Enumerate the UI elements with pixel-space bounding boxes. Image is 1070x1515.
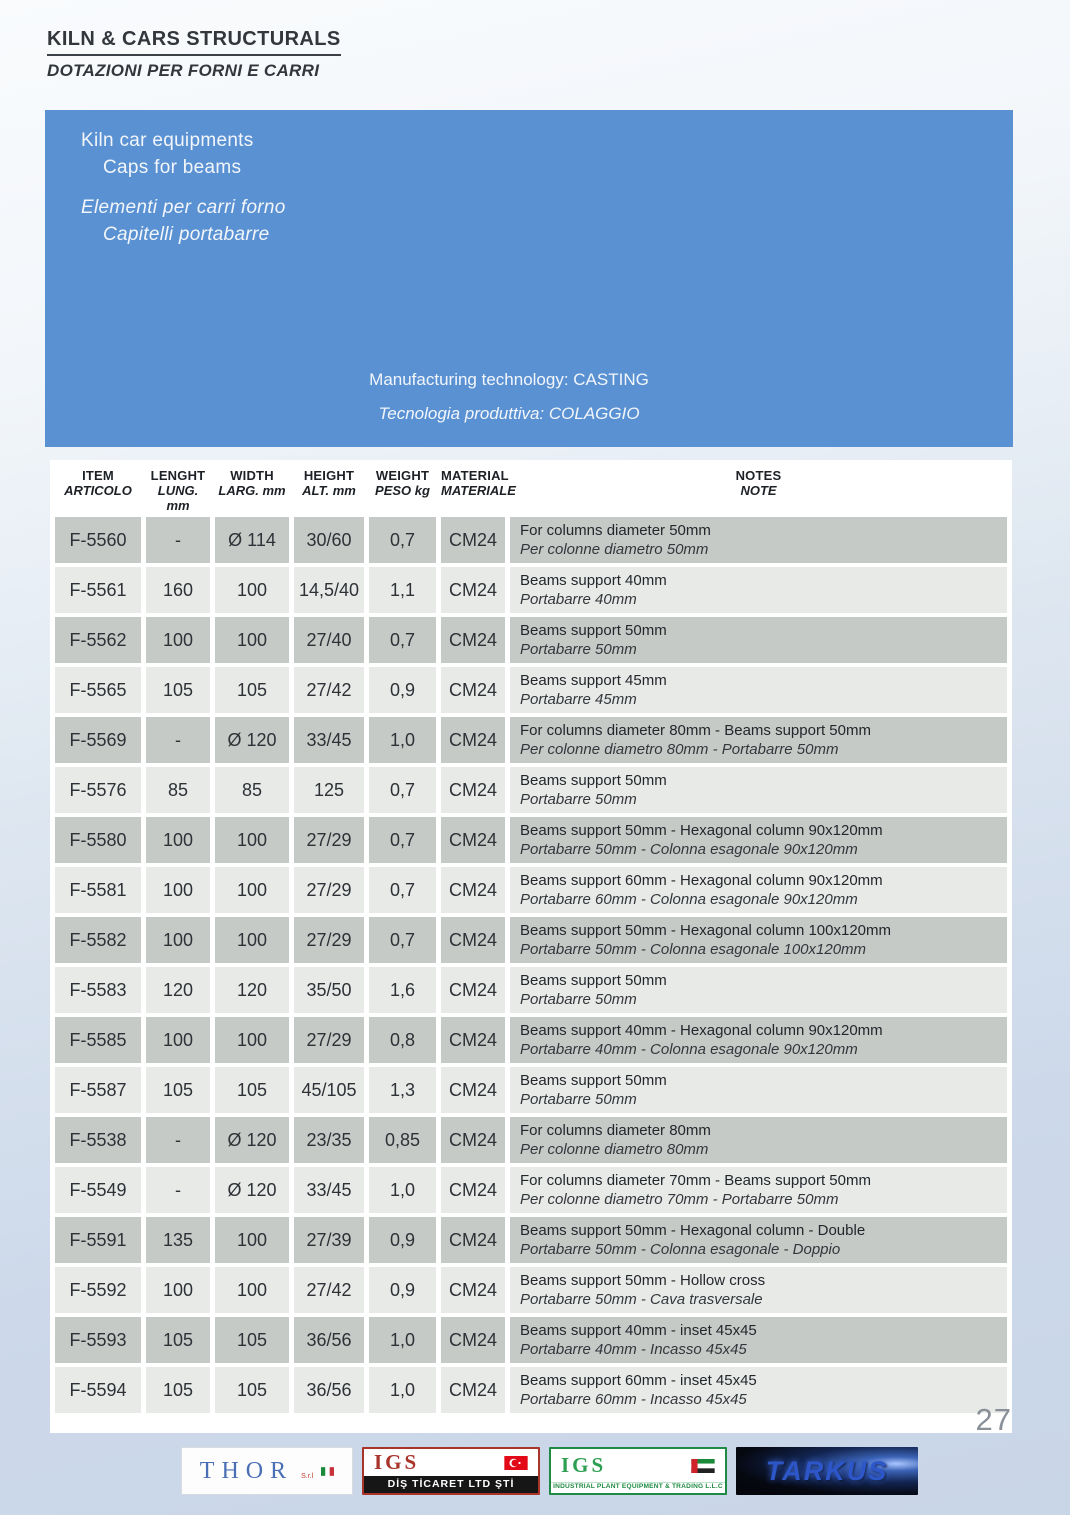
length-cell: 105: [146, 1067, 210, 1113]
notes-cell: [510, 867, 1007, 913]
column-header-material-it: MATERIALE: [441, 483, 516, 498]
igs-turkey-logo-band: DİŞ TİCARET LTD ŞTİ: [364, 1476, 538, 1493]
notes-cell: [510, 1267, 1007, 1313]
note-italian: Per colonne diametro 70mm - Portabarre 50mm: [520, 1191, 839, 1208]
width-cell: 100: [215, 867, 289, 913]
column-header-length: [146, 464, 210, 513]
table-header: [55, 464, 1007, 513]
note-italian: Portabarre 40mm - Incasso 45x45: [520, 1341, 747, 1358]
column-header-notes: [510, 464, 1007, 513]
note-english: Beams support 50mm - Hexagonal column 100x120mm: [520, 922, 892, 939]
column-header-length-it: LUNG. mm: [157, 483, 199, 513]
item-cell: F-5560: [55, 517, 141, 563]
note-english: Beams support 40mm - inset 45x45: [520, 1322, 757, 1339]
item-cell: F-5594: [55, 1367, 141, 1413]
material-cell: CM24: [441, 1067, 505, 1113]
document-header: [47, 28, 341, 81]
page-subtitle: DOTAZIONI PER FORNI E CARRI: [47, 61, 320, 80]
material-cell: CM24: [441, 617, 505, 663]
material-cell: CM24: [441, 767, 505, 813]
notes-cell: [510, 517, 1007, 563]
height-cell: 35/50: [294, 967, 364, 1013]
note-italian: Portabarre 60mm - Incasso 45x45: [520, 1391, 747, 1408]
weight-cell: 0,8: [369, 1017, 436, 1063]
note-english: Beams support 40mm - Hexagonal column 90x120mm: [520, 1022, 883, 1039]
notes-cell: [510, 617, 1007, 663]
length-cell: 100: [146, 1017, 210, 1063]
height-cell: 36/56: [294, 1367, 364, 1413]
hero-en-line2: Caps for beams: [103, 157, 242, 178]
hero-en-line1: Kiln car equipments: [81, 130, 254, 151]
table-body: [55, 517, 1007, 1413]
material-cell: CM24: [441, 717, 505, 763]
height-cell: 14,5/40: [294, 567, 364, 613]
material-cell: CM24: [441, 667, 505, 713]
table-row: [55, 567, 1007, 613]
table-row: [55, 667, 1007, 713]
length-cell: 100: [146, 917, 210, 963]
footer-logos: [181, 1447, 918, 1495]
column-header-item: [55, 464, 141, 513]
weight-cell: 1,0: [369, 1367, 436, 1413]
material-cell: CM24: [441, 917, 505, 963]
item-cell: F-5591: [55, 1217, 141, 1263]
width-cell: 100: [215, 817, 289, 863]
table-row: [55, 1117, 1007, 1163]
height-cell: 27/42: [294, 667, 364, 713]
width-cell: 100: [215, 917, 289, 963]
item-cell: F-5549: [55, 1167, 141, 1213]
width-cell: 105: [215, 1317, 289, 1363]
weight-cell: 0,7: [369, 517, 436, 563]
material-cell: CM24: [441, 567, 505, 613]
note-english: Beams support 50mm - Hexagonal column - Double: [520, 1222, 866, 1239]
note-english: For columns diameter 80mm - Beams support 50mm: [520, 722, 871, 739]
column-header-weight: [369, 464, 436, 513]
weight-cell: 1,1: [369, 567, 436, 613]
length-cell: 100: [146, 1267, 210, 1313]
notes-cell: [510, 1217, 1007, 1263]
table-row: [55, 1067, 1007, 1113]
length-cell: 160: [146, 567, 210, 613]
column-header-width: [215, 464, 289, 513]
material-cell: CM24: [441, 517, 505, 563]
manufacturing-technology: [45, 368, 973, 424]
item-cell: F-5561: [55, 567, 141, 613]
material-cell: CM24: [441, 1367, 505, 1413]
height-cell: 27/29: [294, 867, 364, 913]
length-cell: -: [146, 1167, 210, 1213]
item-cell: F-5593: [55, 1317, 141, 1363]
column-header-width-en: WIDTH: [230, 468, 274, 483]
weight-cell: 1,0: [369, 1167, 436, 1213]
table-row: [55, 1017, 1007, 1063]
uae-flag-icon: [691, 1459, 715, 1473]
note-english: Beams support 60mm - inset 45x45: [520, 1372, 757, 1389]
item-cell: F-5538: [55, 1117, 141, 1163]
column-header-material-en: MATERIAL: [441, 468, 509, 483]
notes-cell: [510, 1117, 1007, 1163]
column-header-width-it: LARG. mm: [218, 483, 286, 498]
height-cell: 45/105: [294, 1067, 364, 1113]
table-row: [55, 967, 1007, 1013]
item-cell: F-5569: [55, 717, 141, 763]
weight-cell: 0,9: [369, 1217, 436, 1263]
height-cell: 30/60: [294, 517, 364, 563]
note-italian: Portabarre 50mm: [520, 791, 637, 808]
width-cell: 105: [215, 667, 289, 713]
note-italian: Portabarre 50mm: [520, 991, 637, 1008]
thor-logo-text: THOR: [199, 1457, 294, 1484]
item-cell: F-5587: [55, 1067, 141, 1113]
length-cell: 105: [146, 1317, 210, 1363]
igs-uae-logo-top: [551, 1449, 725, 1482]
igs-uae-logo: [549, 1447, 727, 1495]
weight-cell: 0,7: [369, 917, 436, 963]
width-cell: 85: [215, 767, 289, 813]
width-cell: 105: [215, 1367, 289, 1413]
item-cell: F-5580: [55, 817, 141, 863]
width-cell: 100: [215, 1017, 289, 1063]
weight-cell: 0,85: [369, 1117, 436, 1163]
height-cell: 27/29: [294, 917, 364, 963]
material-cell: CM24: [441, 1317, 505, 1363]
height-cell: 27/39: [294, 1217, 364, 1263]
table-row: [55, 517, 1007, 563]
table-row: [55, 1217, 1007, 1263]
notes-cell: [510, 917, 1007, 963]
column-header-item-it: ARTICOLO: [64, 483, 132, 498]
page-number: 27: [975, 1402, 1012, 1437]
hero-title-en: [45, 127, 1013, 181]
notes-cell: [510, 1367, 1007, 1413]
note-english: Beams support 50mm: [520, 1072, 667, 1089]
igs-turkey-logo-top: [364, 1449, 538, 1476]
weight-cell: 0,7: [369, 817, 436, 863]
material-cell: CM24: [441, 1017, 505, 1063]
tarkus-logo: [736, 1447, 918, 1495]
notes-cell: [510, 967, 1007, 1013]
column-header-weight-it: PESO kg: [375, 483, 430, 498]
manufacturing-technology-en: Manufacturing technology: CASTING: [369, 370, 649, 389]
column-header-length-en: LENGHT: [150, 468, 206, 483]
weight-cell: 0,7: [369, 867, 436, 913]
width-cell: 100: [215, 1267, 289, 1313]
weight-cell: 0,7: [369, 767, 436, 813]
width-cell: Ø 120: [215, 717, 289, 763]
notes-cell: [510, 1067, 1007, 1113]
note-italian: Portabarre 50mm - Cava trasversale: [520, 1291, 763, 1308]
weight-cell: 0,7: [369, 617, 436, 663]
note-italian: Portabarre 50mm: [520, 1091, 637, 1108]
width-cell: Ø 120: [215, 1117, 289, 1163]
table-row: [55, 1367, 1007, 1413]
item-cell: F-5592: [55, 1267, 141, 1313]
note-english: Beams support 40mm: [520, 572, 667, 589]
length-cell: -: [146, 717, 210, 763]
tarkus-logo-text: TARKUS: [765, 1455, 889, 1486]
table-row: [55, 717, 1007, 763]
note-english: For columns diameter 80mm: [520, 1122, 711, 1139]
weight-cell: 0,9: [369, 1267, 436, 1313]
column-header-height: [294, 464, 364, 513]
table-row: [55, 917, 1007, 963]
length-cell: 100: [146, 817, 210, 863]
material-cell: CM24: [441, 1117, 505, 1163]
material-cell: CM24: [441, 967, 505, 1013]
note-italian: Portabarre 45mm: [520, 691, 637, 708]
column-header-height-it: ALT. mm: [302, 483, 356, 498]
material-cell: CM24: [441, 817, 505, 863]
note-english: For columns diameter 50mm: [520, 522, 711, 539]
table-row: [55, 867, 1007, 913]
thor-logo: [181, 1447, 353, 1495]
material-cell: CM24: [441, 1217, 505, 1263]
note-italian: Portabarre 50mm: [520, 641, 637, 658]
hero-it-line1: Elementi per carri forno: [81, 197, 286, 218]
height-cell: 27/29: [294, 1017, 364, 1063]
notes-cell: [510, 817, 1007, 863]
note-english: For columns diameter 70mm - Beams support 50mm: [520, 1172, 871, 1189]
hero-panel: [45, 110, 1013, 447]
italy-flag-icon: [321, 1467, 334, 1476]
note-english: Beams support 60mm - Hexagonal column 90x120mm: [520, 872, 883, 889]
note-italian: Portabarre 40mm - Colonna esagonale 90x120mm: [520, 1041, 858, 1058]
length-cell: 120: [146, 967, 210, 1013]
igs-uae-logo-band: INDUSTRIAL PLANT EQUIPMENT & TRADING L.L.C: [551, 1482, 725, 1493]
note-english: Beams support 50mm: [520, 772, 667, 789]
width-cell: 105: [215, 1067, 289, 1113]
column-header-height-en: HEIGHT: [303, 468, 355, 483]
height-cell: 36/56: [294, 1317, 364, 1363]
weight-cell: 1,6: [369, 967, 436, 1013]
material-cell: CM24: [441, 1267, 505, 1313]
notes-cell: [510, 767, 1007, 813]
width-cell: Ø 114: [215, 517, 289, 563]
note-english: Beams support 50mm: [520, 972, 667, 989]
height-cell: 27/40: [294, 617, 364, 663]
table-row: [55, 1267, 1007, 1313]
notes-cell: [510, 1317, 1007, 1363]
height-cell: 33/45: [294, 1167, 364, 1213]
item-cell: F-5582: [55, 917, 141, 963]
igs-turkey-logo: [362, 1447, 540, 1495]
weight-cell: 1,3: [369, 1067, 436, 1113]
note-italian: Portabarre 50mm - Colonna esagonale 100x120mm: [520, 941, 867, 958]
item-cell: F-5562: [55, 617, 141, 663]
note-italian: Portabarre 50mm - Colonna esagonale 90x120mm: [520, 841, 858, 858]
note-italian: Portabarre 50mm - Colonna esagonale - Doppio: [520, 1241, 841, 1258]
table-row: [55, 767, 1007, 813]
height-cell: 125: [294, 767, 364, 813]
note-italian: Portabarre 60mm - Colonna esagonale 90x120mm: [520, 891, 858, 908]
note-english: Beams support 50mm - Hexagonal column 90x120mm: [520, 822, 883, 839]
manufacturing-technology-it: Tecnologia produttiva: COLAGGIO: [378, 404, 640, 423]
height-cell: 27/29: [294, 817, 364, 863]
length-cell: 85: [146, 767, 210, 813]
turkey-flag-icon: [504, 1456, 528, 1470]
igs-uae-logo-text: IGS: [561, 1453, 607, 1477]
hero-it-line2: Capitelli portabarre: [103, 224, 270, 245]
column-header-notes-it: NOTE: [740, 483, 777, 498]
note-english: Beams support 50mm: [520, 622, 667, 639]
notes-cell: [510, 717, 1007, 763]
width-cell: 100: [215, 567, 289, 613]
weight-cell: 1,0: [369, 1317, 436, 1363]
notes-cell: [510, 567, 1007, 613]
width-cell: Ø 120: [215, 1167, 289, 1213]
column-header-notes-en: NOTES: [735, 468, 782, 483]
table-row: [55, 1317, 1007, 1363]
note-italian: Portabarre 40mm: [520, 591, 637, 608]
height-cell: 33/45: [294, 717, 364, 763]
height-cell: 23/35: [294, 1117, 364, 1163]
item-cell: F-5565: [55, 667, 141, 713]
item-cell: F-5583: [55, 967, 141, 1013]
notes-cell: [510, 667, 1007, 713]
table-row: [55, 1167, 1007, 1213]
length-cell: 105: [146, 1367, 210, 1413]
width-cell: 120: [215, 967, 289, 1013]
width-cell: 100: [215, 1217, 289, 1263]
notes-cell: [510, 1017, 1007, 1063]
note-italian: Per colonne diametro 80mm - Portabarre 50mm: [520, 741, 839, 758]
note-english: Beams support 50mm - Hollow cross: [520, 1272, 766, 1289]
material-cell: CM24: [441, 1167, 505, 1213]
thor-logo-suffix: S.r.l: [301, 1472, 314, 1480]
length-cell: 100: [146, 617, 210, 663]
width-cell: 100: [215, 617, 289, 663]
weight-cell: 1,0: [369, 717, 436, 763]
igs-turkey-logo-text: IGS: [374, 1450, 420, 1474]
hero-title-it: [45, 194, 1013, 248]
length-cell: 135: [146, 1217, 210, 1263]
page-title: KILN & CARS STRUCTURALS: [47, 28, 341, 56]
length-cell: 105: [146, 667, 210, 713]
note-english: Beams support 45mm: [520, 672, 667, 689]
note-italian: Per colonne diametro 80mm: [520, 1141, 709, 1158]
length-cell: -: [146, 1117, 210, 1163]
length-cell: 100: [146, 867, 210, 913]
column-header-weight-en: WEIGHT: [375, 468, 430, 483]
item-cell: F-5576: [55, 767, 141, 813]
item-cell: F-5581: [55, 867, 141, 913]
item-cell: F-5585: [55, 1017, 141, 1063]
note-italian: Per colonne diametro 50mm: [520, 541, 709, 558]
weight-cell: 0,9: [369, 667, 436, 713]
notes-cell: [510, 1167, 1007, 1213]
column-header-item-en: ITEM: [82, 468, 114, 483]
material-cell: CM24: [441, 867, 505, 913]
length-cell: -: [146, 517, 210, 563]
parts-table: [50, 460, 1012, 1433]
column-header-material: [441, 464, 516, 513]
table-row: [55, 817, 1007, 863]
table-row: [55, 617, 1007, 663]
height-cell: 27/42: [294, 1267, 364, 1313]
